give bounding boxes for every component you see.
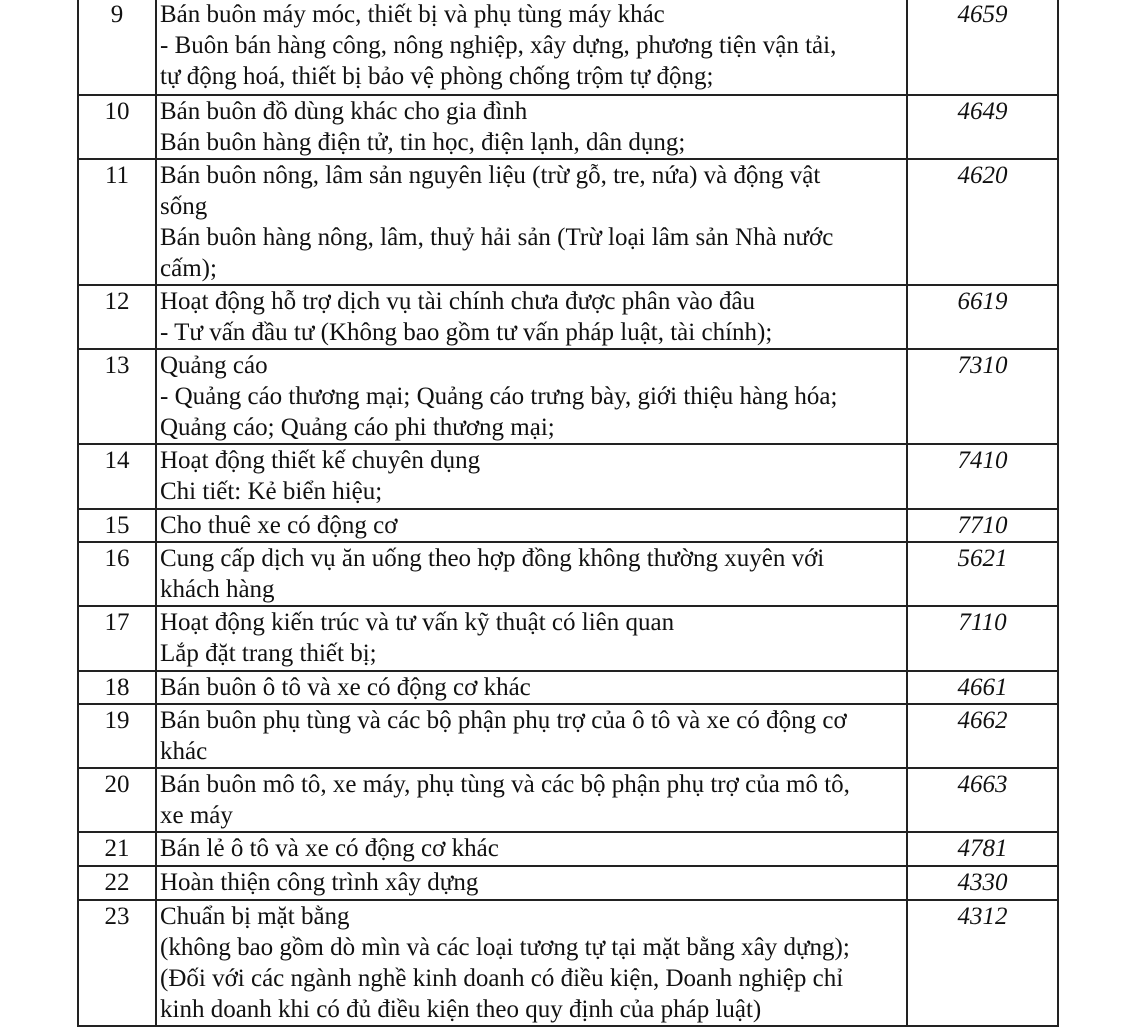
- business-line-detail: (Đối với các ngành nghề kinh doanh có điều kiện, Doanh nghiệp chỉ: [160, 965, 844, 992]
- business-line-title: Quảng cáo: [160, 352, 268, 379]
- business-lines-table: [77, 0, 1059, 1027]
- table-row: [78, 671, 1058, 704]
- row-number: 23: [104, 903, 130, 930]
- business-line-detail: khách hàng: [160, 576, 275, 603]
- row-number-cell: [78, 768, 156, 832]
- business-line-detail: - Tư vấn đầu tư (Không bao gồm tư vấn pháp luật, tài chính);: [160, 319, 773, 346]
- industry-code: 7110: [958, 609, 1007, 636]
- row-number-cell: [78, 542, 156, 606]
- industry-code-cell: [907, 900, 1058, 1026]
- industry-code: 7710: [957, 512, 1008, 539]
- industry-code-cell: [907, 95, 1058, 159]
- row-number: 18: [104, 674, 130, 701]
- business-line-name-cell: [156, 159, 907, 285]
- industry-code-cell: [907, 509, 1058, 542]
- business-line-name-cell: [156, 95, 907, 159]
- industry-code-cell: [907, 0, 1058, 95]
- business-line-title: Bán buôn đồ dùng khác cho gia đình: [160, 98, 528, 125]
- business-line-detail: cấm);: [160, 255, 217, 282]
- business-line-name-cell: [156, 509, 907, 542]
- business-line-detail: Lắp đặt trang thiết bị;: [160, 640, 377, 667]
- business-line-detail: Chi tiết: Kẻ biển hiệu;: [160, 478, 383, 505]
- industry-code: 4662: [957, 707, 1008, 734]
- row-number-cell: [78, 832, 156, 866]
- industry-code: 5621: [957, 545, 1008, 572]
- table-row: [78, 285, 1058, 349]
- industry-code-cell: [907, 606, 1058, 671]
- row-number: 10: [104, 98, 130, 125]
- table-row: [78, 768, 1058, 832]
- row-number-cell: [78, 95, 156, 159]
- industry-code: 4620: [957, 162, 1008, 189]
- row-number-cell: [78, 0, 156, 95]
- table-row: [78, 866, 1058, 900]
- table-row: [78, 542, 1058, 606]
- business-line-title: Hoạt động hỗ trợ dịch vụ tài chính chưa được phân vào đâu: [160, 288, 756, 315]
- industry-code: 4312: [957, 903, 1008, 930]
- business-line-title: Bán buôn ô tô và xe có động cơ khác: [160, 674, 531, 701]
- industry-code-cell: [907, 542, 1058, 606]
- business-line-detail: - Quảng cáo thương mại; Quảng cáo trưng bày, giới thiệu hàng hóa;: [160, 383, 838, 410]
- row-number: 13: [104, 352, 130, 379]
- business-line-title: Cung cấp dịch vụ ăn uống theo hợp đồng không thường xuyên với: [160, 545, 825, 572]
- business-line-name-cell: [156, 285, 907, 349]
- business-line-detail: - Buôn bán hàng công, nông nghiệp, xây dựng, phương tiện vận tải,: [160, 32, 837, 59]
- row-number-cell: [78, 444, 156, 509]
- industry-code: 4330: [957, 869, 1008, 896]
- business-line-name-cell: [156, 866, 907, 900]
- business-line-title: Bán buôn nông, lâm sản nguyên liệu (trừ gỗ, tre, nứa) và động vật: [160, 162, 821, 189]
- row-number: 15: [104, 512, 130, 539]
- business-line-detail: tự động hoá, thiết bị bảo vệ phòng chống trộm tự động;: [160, 63, 714, 90]
- industry-code-cell: [907, 866, 1058, 900]
- business-line-detail: Quảng cáo; Quảng cáo phi thương mại;: [160, 414, 555, 441]
- industry-code-cell: [907, 768, 1058, 832]
- table-row: [78, 349, 1058, 444]
- industry-code-cell: [907, 444, 1058, 509]
- table-row: [78, 95, 1058, 159]
- row-number-cell: [78, 900, 156, 1026]
- business-line-name-cell: [156, 542, 907, 606]
- table-row: [78, 444, 1058, 509]
- industry-code: 6619: [957, 288, 1008, 315]
- business-line-detail: khác: [160, 738, 208, 765]
- industry-code: 4649: [957, 98, 1008, 125]
- industry-code-cell: [907, 349, 1058, 444]
- table-row: [78, 0, 1058, 95]
- business-line-title: Chuẩn bị mặt bằng: [160, 903, 350, 930]
- table-body: [78, 0, 1058, 1026]
- business-line-detail: Bán buôn hàng điện tử, tin học, điện lạnh, dân dụng;: [160, 129, 686, 156]
- row-number: 21: [104, 835, 130, 862]
- business-line-title: Cho thuê xe có động cơ: [160, 512, 398, 539]
- business-line-name-cell: [156, 768, 907, 832]
- row-number: 16: [104, 545, 130, 572]
- industry-code: 4661: [957, 674, 1008, 701]
- row-number: 22: [104, 869, 130, 896]
- business-line-detail: sống: [160, 193, 208, 220]
- row-number-cell: [78, 606, 156, 671]
- row-number-cell: [78, 704, 156, 768]
- business-line-title: Bán buôn mô tô, xe máy, phụ tùng và các bộ phận phụ trợ của mô tô,: [160, 771, 850, 798]
- row-number: 20: [104, 771, 130, 798]
- industry-code: 7310: [957, 352, 1008, 379]
- business-line-title: Bán lẻ ô tô và xe có động cơ khác: [160, 835, 499, 862]
- business-line-name-cell: [156, 349, 907, 444]
- row-number-cell: [78, 866, 156, 900]
- industry-code: 4659: [957, 1, 1008, 28]
- row-number-cell: [78, 159, 156, 285]
- business-line-name-cell: [156, 444, 907, 509]
- row-number: 14: [104, 447, 130, 474]
- row-number: 12: [104, 288, 130, 315]
- business-line-title: Bán buôn máy móc, thiết bị và phụ tùng máy khác: [160, 1, 665, 28]
- industry-code-cell: [907, 159, 1058, 285]
- business-line-title: Hoàn thiện công trình xây dựng: [160, 869, 479, 896]
- table-row: [78, 509, 1058, 542]
- business-line-title: Hoạt động kiến trúc và tư vấn kỹ thuật có liên quan: [160, 609, 675, 636]
- row-number-cell: [78, 509, 156, 542]
- business-line-name-cell: [156, 0, 907, 95]
- business-line-title: Bán buôn phụ tùng và các bộ phận phụ trợ của ô tô và xe có động cơ: [160, 707, 847, 734]
- business-line-name-cell: [156, 832, 907, 866]
- industry-code: 4781: [957, 835, 1008, 862]
- industry-code-cell: [907, 285, 1058, 349]
- row-number-cell: [78, 285, 156, 349]
- business-line-name-cell: [156, 606, 907, 671]
- row-number-cell: [78, 671, 156, 704]
- business-line-name-cell: [156, 704, 907, 768]
- row-number-cell: [78, 349, 156, 444]
- business-line-detail: xe máy: [160, 802, 233, 829]
- row-number: 17: [104, 609, 130, 636]
- table-row: [78, 832, 1058, 866]
- industry-code: 4663: [957, 771, 1008, 798]
- industry-code-cell: [907, 832, 1058, 866]
- table-row: [78, 159, 1058, 285]
- row-number: 11: [104, 162, 130, 189]
- industry-code: 7410: [957, 447, 1008, 474]
- business-line-detail: kinh doanh khi có đủ điều kiện theo quy định của pháp luật): [160, 996, 762, 1023]
- business-line-detail: Bán buôn hàng nông, lâm, thuỷ hải sản (Trừ loại lâm sản Nhà nước: [160, 224, 834, 251]
- table-row: [78, 900, 1058, 1026]
- industry-code-cell: [907, 704, 1058, 768]
- industry-code-cell: [907, 671, 1058, 704]
- row-number: 9: [110, 1, 124, 28]
- table-row: [78, 704, 1058, 768]
- business-line-name-cell: [156, 900, 907, 1026]
- business-line-name-cell: [156, 671, 907, 704]
- row-number: 19: [104, 707, 130, 734]
- table-row: [78, 606, 1058, 671]
- business-line-title: Hoạt động thiết kế chuyên dụng: [160, 447, 481, 474]
- business-line-detail: (không bao gồm dò mìn và các loại tương tự tại mặt bằng xây dựng);: [160, 934, 850, 961]
